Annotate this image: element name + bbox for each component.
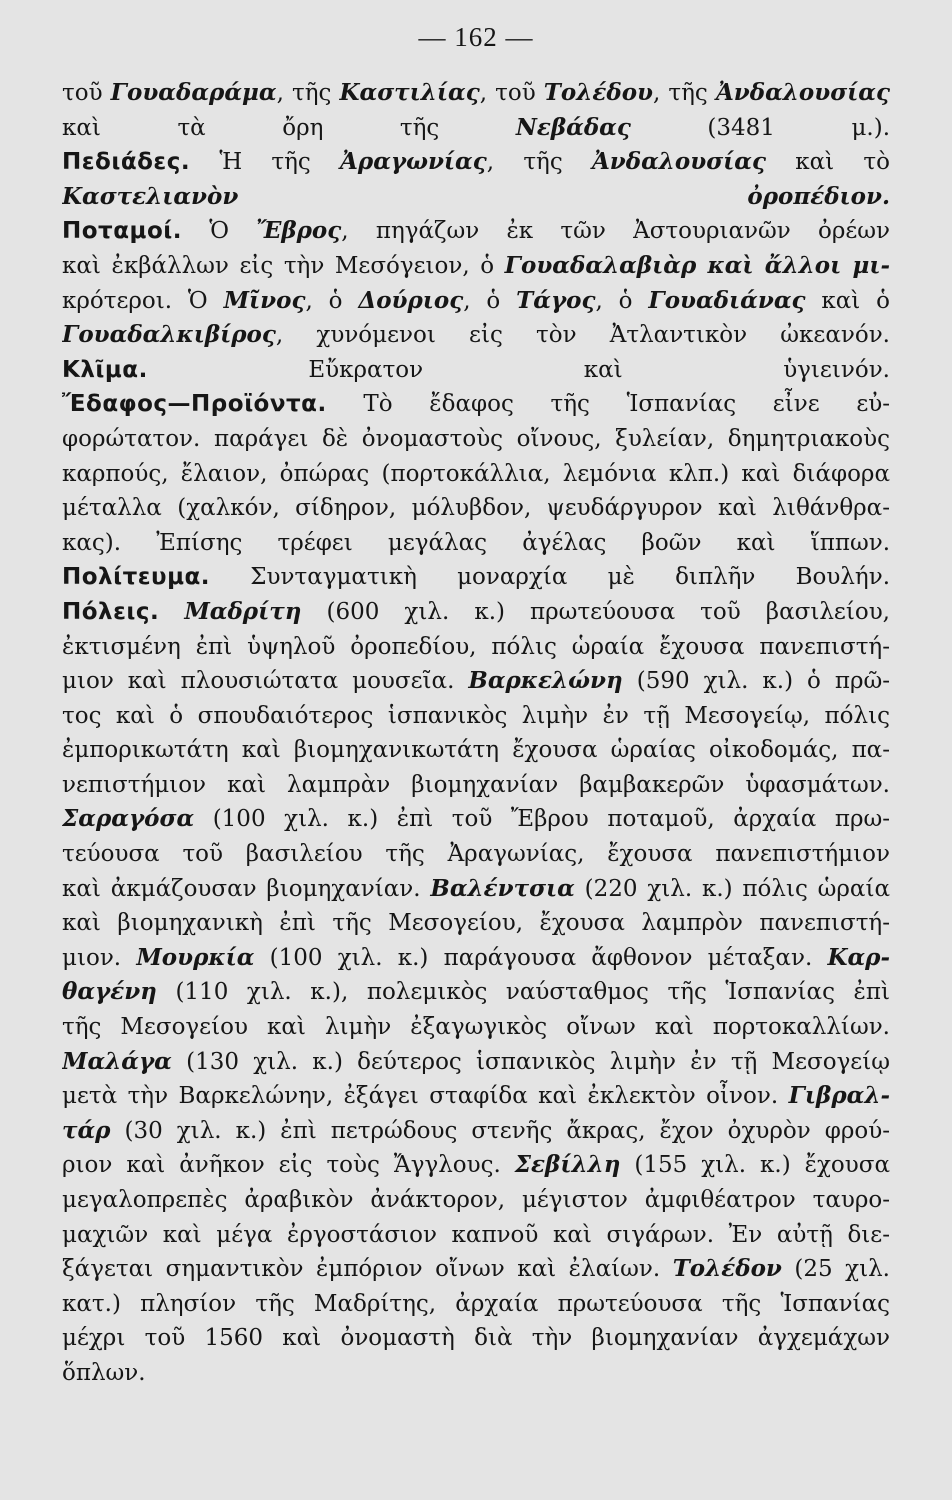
- text-line: [62, 284, 890, 319]
- text-line: [62, 1183, 890, 1218]
- place-name: Μῖνος: [223, 286, 306, 314]
- page-number: — 162 —: [418, 22, 534, 52]
- text-line: [62, 1252, 890, 1287]
- text-run: , πηγάζων ἐκ τῶν Ἀστουριανῶν ὀρέων: [341, 218, 890, 245]
- text-run: κας). Ἐπίσης τρέφει μεγάλας ἀγέλας βοῶν καὶ ἵππων.: [62, 529, 890, 556]
- text-run: τος καὶ ὁ σπουδαιότερος ἱσπανικὸς λιμὴν ἐν τῇ Μεσογείῳ, πόλις: [62, 702, 890, 729]
- text-run: , χυνόμενοι εἰς τὸν Ἀτλαντικὸν ὠκεανόν.: [275, 322, 890, 349]
- text-line: [62, 214, 890, 249]
- text-run: , ὁ: [305, 287, 359, 314]
- place-name: Ἀνδαλουσίας: [591, 148, 767, 176]
- text-line: [62, 457, 890, 492]
- text-line: [62, 941, 890, 976]
- text-line: [62, 353, 890, 388]
- place-name: Γουαδαράμα: [110, 79, 277, 106]
- place-name: Μαλάγα: [62, 1047, 172, 1075]
- text-line: [62, 526, 890, 561]
- text-line: [62, 664, 890, 699]
- text-run: ἐκτισμένη ἐπὶ ὑψηλοῦ ὀροπεδίου, πόλις ὡραία ἔχουσα πανεπιστή-: [62, 633, 890, 660]
- text-line: [62, 145, 890, 180]
- place-name: Βαρκελώνη: [468, 667, 623, 695]
- text-run: (600 χιλ. κ.) πρωτεύουσα τοῦ βασιλείου,: [301, 598, 890, 625]
- text-run: ριον καὶ ἀνῆκον εἰς τοὺς Ἄγγλους.: [62, 1152, 515, 1179]
- place-name: Γιβραλ-: [788, 1082, 890, 1110]
- text-line: [62, 1079, 890, 1114]
- place-name: Ἔβρος: [256, 217, 342, 245]
- text-line: [62, 1287, 890, 1322]
- text-run: Εὔκρατον καὶ ὑγιεινόν.: [147, 356, 890, 383]
- text-line: [62, 630, 890, 665]
- text-run: ἐμπορικωτάτη καὶ βιομηχανικωτάτη ἔχουσα ὡραίας οἰκοδομάς, πα-: [62, 737, 890, 764]
- text-run: , τῆς: [486, 149, 592, 176]
- text-line: [62, 837, 890, 872]
- text-run: Ἡ τῆς: [190, 149, 341, 176]
- text-run: [159, 599, 184, 625]
- text-line: [62, 180, 890, 215]
- text-run: μαχιῶν καὶ μέγα ἐργοστάσιον καπνοῦ καὶ σιγάρων. Ἐν αὐτῇ διε-: [62, 1221, 890, 1248]
- text-run: (30 χιλ. κ.) ἐπὶ πετρώδους στενῆς ἄκρας, ἔχον ὀχυρὸν φρού-: [110, 1117, 890, 1144]
- section-heading: Πολίτευμα.: [62, 564, 211, 591]
- place-name: Τολέδου: [543, 79, 654, 106]
- place-name: Τάγος: [516, 286, 596, 314]
- text-run: τεύουσα τοῦ βασιλείου τῆς Ἀραγωνίας, ἔχουσα πανεπιστήμιον: [62, 841, 890, 868]
- text-line: [62, 595, 890, 630]
- text-run: (100 χιλ. κ.) παράγουσα ἄφθονον μέταξαν.: [254, 944, 828, 971]
- place-name: Τολέδον: [672, 1255, 782, 1283]
- place-name: Μαδρίτη: [184, 597, 302, 625]
- text-line: [62, 802, 890, 837]
- text-line: [62, 1010, 890, 1045]
- place-name: Νεβάδας: [515, 113, 631, 141]
- text-line: [62, 1321, 890, 1356]
- place-name: Καστιλίας: [339, 79, 480, 106]
- text-line: [62, 872, 890, 907]
- place-name: Σαραγόσα: [62, 805, 195, 833]
- text-run: (110 χιλ. κ.), πολεμικὸς ναύσταθμος τῆς Ἱσπανίας ἐπὶ: [156, 979, 890, 1006]
- text-run: , ὁ: [463, 287, 517, 314]
- place-name: Σεβίλλη: [514, 1151, 621, 1179]
- text-line: [62, 768, 890, 803]
- text-run: καὶ βιομηχανικὴ ἐπὶ τῆς Μεσογείου, ἔχουσα λαμπρὸν πανεπιστή-: [62, 910, 890, 937]
- text-run: ξάγεται σημαντικὸν ἐμπόριον οἴνων καὶ ἐλαίων.: [62, 1256, 673, 1283]
- text-line: [62, 76, 890, 111]
- text-line: [62, 111, 890, 146]
- text-run: Συνταγματικὴ μοναρχία μὲ διπλῆν Βουλήν.: [210, 564, 890, 591]
- section-heading: Πεδιάδες.: [62, 149, 191, 176]
- section-heading: Ἔδαφος—Προϊόντα.: [62, 391, 327, 418]
- text-run: μετὰ τὴν Βαρκελώνην, ἐξάγει σταφίδα καὶ ἐκλεκτὸν οἶνον.: [62, 1083, 789, 1110]
- text-line: [62, 491, 890, 526]
- text-line: [62, 699, 890, 734]
- text-run: (220 χιλ. κ.) πόλις ὡραία: [574, 875, 890, 902]
- text-run: (25 χιλ.: [781, 1256, 890, 1283]
- text-run: μέχρι τοῦ 1560 καὶ ὀνομαστὴ διὰ τὴν βιομηχανίαν ἀγχεμάχων: [62, 1325, 890, 1352]
- text-run: Τὸ ἔδαφος τῆς Ἱσπανίας εἶνε εὐ-: [326, 391, 890, 418]
- text-run: καὶ τὰ ὄρη τῆς: [62, 114, 516, 141]
- text-run: καὶ ἀκμάζουσαν βιομηχανίαν.: [62, 875, 431, 902]
- place-name: τάρ: [62, 1116, 111, 1144]
- text-run: μιον.: [62, 944, 137, 971]
- text-line: [62, 1356, 890, 1391]
- text-run: κρότεροι. Ὁ: [62, 287, 224, 314]
- text-run: (130 χιλ. κ.) δεύτερος ἱσπανικὸς λιμὴν ἐν τῇ Μεσογείῳ: [171, 1048, 890, 1075]
- text-run: ὅπλων.: [62, 1359, 146, 1386]
- text-run: μιον καὶ πλουσιώτατα μουσεῖα.: [62, 668, 469, 695]
- text-run: Ὁ: [181, 218, 257, 245]
- text-run: , ὁ: [595, 287, 649, 314]
- place-name: Βαλέντσια: [430, 874, 575, 902]
- text-run: τῆς Μεσογείου καὶ λιμὴν ἐξαγωγικὸς οἴνων καὶ πορτοκαλλίων.: [62, 1014, 890, 1041]
- place-name: Καστελιανὸν ὀροπέδιον.: [62, 182, 890, 210]
- text-line: [62, 1114, 890, 1149]
- text-run: , τῆς: [276, 80, 340, 106]
- text-run: (100 χιλ. κ.) ἐπὶ τοῦ Ἔβρου ποταμοῦ, ἀρχαία πρω-: [194, 806, 890, 833]
- place-name: Ἀραγωνίας: [340, 148, 487, 176]
- place-name: Γουαδαλαβιὰρ καὶ ἄλλοι μι-: [504, 251, 890, 279]
- text-run: (155 χιλ. κ.) ἔχουσα: [620, 1152, 890, 1179]
- text-line: [62, 975, 890, 1010]
- section-heading: Κλῖμα.: [62, 356, 148, 383]
- text-line: [62, 387, 890, 422]
- text-run: φορώτατον. παράγει δὲ ὀνομαστοὺς οἴνους, ξυλείαν, δημητριακοὺς: [62, 425, 890, 452]
- text-run: κατ.) πλησίον τῆς Μαδρίτης, ἀρχαία πρωτεύουσα τῆς Ἱσπανίας: [62, 1290, 890, 1317]
- text-run: , τοῦ: [479, 80, 544, 106]
- text-run: τοῦ: [62, 80, 111, 106]
- text-line: [62, 318, 890, 353]
- place-name: Γουαδαλκιβίρος: [62, 321, 276, 349]
- text-line: [62, 906, 890, 941]
- text-run: καὶ τὸ: [766, 149, 890, 176]
- text-line: [62, 1148, 890, 1183]
- section-heading: Ποταμοί.: [62, 218, 182, 245]
- text-line: [62, 560, 890, 595]
- text-line: [62, 1045, 890, 1080]
- text-run: μέταλλα (χαλκόν, σίδηρον, μόλυβδον, ψευδάργυρον καὶ λιθάνθρα-: [62, 495, 890, 522]
- text-line: [62, 733, 890, 768]
- text-line: [62, 249, 890, 284]
- text-run: καὶ ὁ: [805, 287, 890, 314]
- text-line: [62, 1218, 890, 1253]
- text-run: καὶ ἐκβάλλων εἰς τὴν Μεσόγειον, ὁ: [62, 252, 505, 279]
- place-name: Μουρκία: [136, 943, 255, 971]
- place-name: Καρ-: [827, 943, 890, 971]
- text-run: μεγαλοπρεπὲς ἀραβικὸν ἀνάκτορον, μέγιστον ἀμφιθέατρον ταυρο-: [62, 1187, 890, 1213]
- text-run: καρπούς, ἔλαιον, ὀπώρας (πορτοκάλλια, λεμόνια κλπ.) καὶ διάφορα: [62, 460, 890, 487]
- place-name: θαγένη: [62, 978, 157, 1006]
- place-name: Ἀνδαλουσίας: [715, 79, 890, 106]
- text-run: (3481 μ.).: [630, 114, 890, 141]
- text-run: (590 χιλ. κ.) ὁ πρῶ-: [622, 668, 890, 695]
- text-run: , τῆς: [653, 80, 716, 106]
- text-run: νεπιστήμιον καὶ λαμπρὰν βιομηχανίαν βαμβακερῶν ὑφασμάτων.: [62, 771, 890, 798]
- place-name: Δούριος: [358, 286, 464, 314]
- place-name: Γουαδιάνας: [648, 286, 806, 314]
- text-line: [62, 422, 890, 457]
- body-text: [62, 76, 890, 1391]
- section-heading: Πόλεις.: [62, 598, 160, 625]
